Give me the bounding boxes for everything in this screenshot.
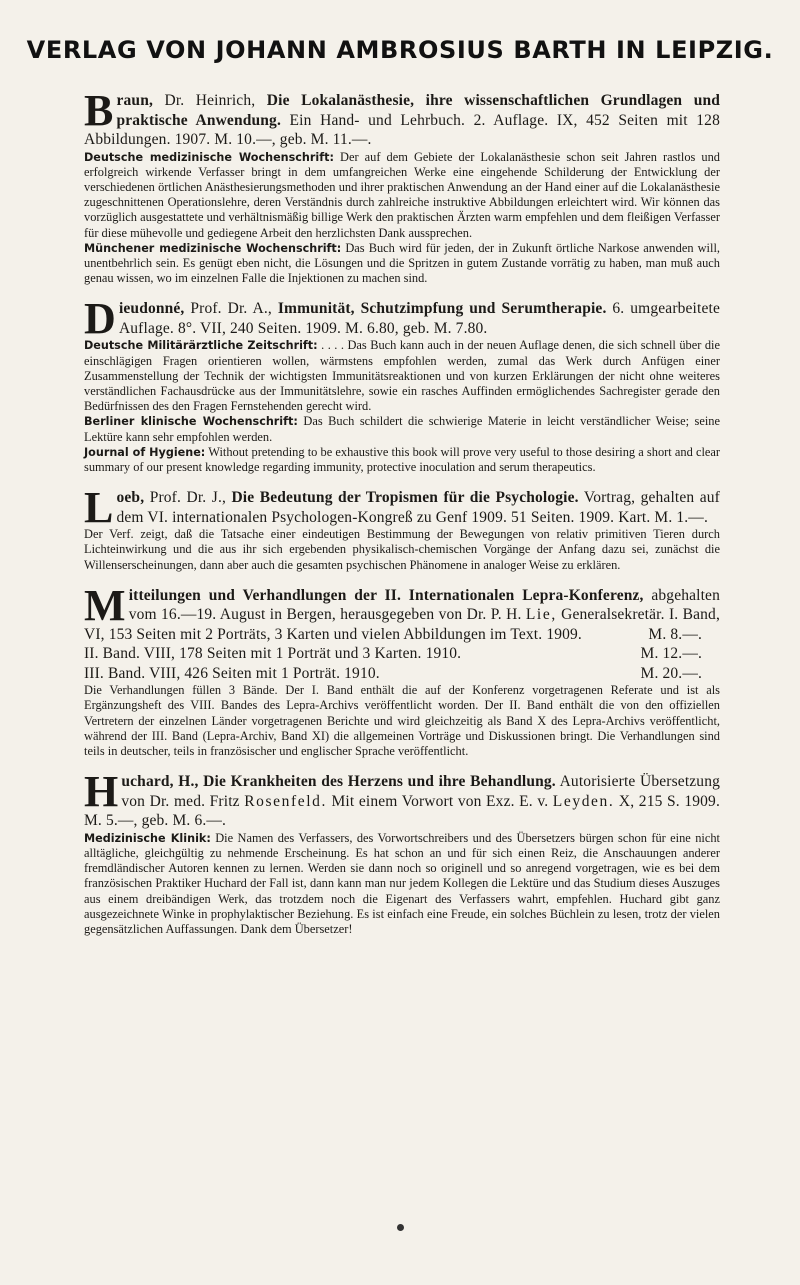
drop-cap: L [84, 483, 114, 533]
entry-details: Ein Hand- und Lehrbuch. 2. Auflage. IX, 452 Seiten mit 128 Abbildungen. 1907. M. 10.—, geb. M. 11.—. [84, 111, 720, 148]
catalog-entry-lepra [84, 580, 720, 760]
entry-author: oeb, [116, 489, 145, 507]
entry-details: 6. umgearbeitete Auflage. 8°. VII, 240 Seiten. 1909. M. 6.80, geb. M. 7.80. [118, 300, 720, 337]
entry-author: raun, [116, 92, 153, 109]
volume-price: M. 12.—. [640, 645, 702, 663]
review-body: Die Namen des Verfassers, des Vorwortschreibers und des Übersetzers bürgen schon für eine nicht alltägliche, gleichgültig zu nehmende Erscheinung. Es hat schon an und für sich einen Reiz, die Anschauungen anderer fremdländischer Autoren kennen zu lernen. Werden sie dann noch so originell und so anregend vorgetragen, wie es bei dem französischen Praktiker Huchard der Fall ist, dann kann man nur jedem Kollegen die Lektüre und das Studium dieses Auszuges aus einem dreibändigen Werk, das trotzdem noch die Eigenart des Verfassers wahrt, empfehlen. Huchard gibt ganz ausgezeichnete Winke in prophylaktischer Beziehung. Es ist einfach eine Freude, ein solches Büchlein zu lesen, trotz der vielen gegensätzlichen Auffassungen. Dank dem Übersetzer! [84, 830, 720, 936]
drop-cap: B [84, 86, 114, 135]
review-text [84, 241, 720, 287]
entry-author-rest: Dr. Heinrich, [164, 92, 256, 109]
entry-author-rest: Prof. Dr. J., [149, 489, 226, 507]
page-bullet-mark [397, 1224, 404, 1231]
review-text [84, 831, 720, 937]
review-body: Das Buch wird für jeden, der in Zukunft örtliche Narkose anwenden will, unentbehrlich sein. Es genügt eben nicht, die Lösungen und die Spritzen in gutem Zustande vorrätig zu haben, man muß auch genau wissen, wo im einzelnen Falle die Injektionen zu machen sind. [84, 240, 720, 286]
entry-details: Mit einem Vorwort von Exz. E. v. [331, 792, 549, 810]
review-source: Journal of Hygiene: [84, 445, 206, 459]
entry-details: Autorisierte Übersetzung von Dr. med. Fritz [121, 773, 721, 810]
catalog-entry-loeb [84, 483, 720, 573]
volume-row [84, 664, 720, 684]
catalog-entries [84, 86, 721, 950]
entry-title: itteilungen und Verhandlungen der II. Internationalen Lepra-Konferenz, [128, 586, 644, 604]
drop-cap: M [84, 580, 126, 630]
review-source: Medizinische Klinik: [84, 831, 211, 845]
volume-price: M. 20.—. [640, 664, 702, 682]
review-text [84, 445, 720, 475]
review-body: Das Buch schildert die schwierige Materie in leicht verständlicher Weise; seine Lektüre kann sehr empfohlen werden. [84, 414, 721, 444]
entry-author-rest: Prof. Dr. A., [190, 300, 272, 318]
entry-editor: Lie, [525, 606, 557, 624]
review-source: Berliner klinische Wochenschrift: [84, 415, 298, 429]
drop-cap: H [84, 767, 119, 817]
review-source: Deutsche medizinische Wochenschrift: [84, 150, 334, 164]
entry-title: Immunität, Schutzimpfung und Serumtherapie. [277, 300, 607, 318]
drop-cap: D [84, 294, 116, 344]
catalog-entry-dieudonne [84, 294, 721, 475]
volume-row [84, 644, 720, 664]
review-text [84, 150, 720, 241]
volume-price: M. 8.—. [648, 625, 702, 643]
entry-translator: Rosenfeld. [244, 792, 327, 810]
entry-title: Die Bedeutung der Tropismen für die Psychologie. [231, 489, 579, 507]
review-body: Der auf dem Gebiete der Lokalanästhesie schon seit Jahren rastlos und erfolgreich wirkende Verfasser bringt in dem umfangreichen Werke eine eingehende Schilderung der Entwicklung der verschiedenen örtlichen Anästhesierungsmethoden und ihrer praktischen Anwendung an der Hand einer auf die Lokalanästhesie zugeschnittenen Operationslehre, deren Verständnis durch zahlreiche instruktive Abbildungen erleichtert wird. Wir können das vorzüglich ausgestattete und verhältnismäßig billige Werk den praktischen Ärzten warm empfehlen und dem fleißigen Verfasser für diese mühevolle und gediegene Arbeit den herzlichsten Dank aussprechen. [84, 149, 720, 240]
entry-details: abgehalten vom 16.—19. August in Bergen, herausgegeben von Dr. P. H. [128, 586, 720, 624]
catalog-entry-huchard [84, 767, 721, 937]
volume-label: II. Band. VIII, 178 Seiten mit 1 Porträt und 3 Karten. 1910. [84, 645, 462, 663]
volume-label: III. Band. VIII, 426 Seiten mit 1 Porträt. 1910. [84, 664, 380, 682]
review-source: Deutsche Militärärztliche Zeitschrift: [84, 339, 318, 353]
review-text [84, 414, 720, 444]
review-source: Münchener medizinische Wochenschrift: [84, 241, 342, 255]
entry-author: uchard, H., [121, 773, 199, 791]
entry-details: X, 215 S. 1909. M. 5.—, geb. M. 6.—. [84, 792, 720, 830]
review-body: Der Verf. zeigt, daß die Tatsache einer eindeutigen Bestimmung der Bewegungen von relativ primitiven Tieren durch Lichteinwirkung und die aus ihr sich ergebenden physikalisch-chemischen Vorgänge der Anfang dazu sei, zunächst die Willenserscheinungen, dann aber auch die gesamten psychischen Phänomene in analoger Weise zu erklären. [84, 527, 720, 572]
entry-details: Generalsekretär. I. Band, VI, 153 Seiten mit 2 Porträts, 3 Karten und vielen Abbildungen im Text. 1909. [84, 606, 720, 643]
review-body: . . . . Das Buch kann auch in der neuen Auflage denen, die sich schnell über die einschlägigen Fragen orientieren wollen, wärmstens empfohlen werden, zumal das Werk durch Anfügen einer Zusammenstellung der Technik der wichtigsten Immunitätsreaktionen und von kurzen Erklärungen der nicht ohne weiteres verständlichen Fachausdrücke aus der Immunitätslehre, sowie ein rasches Auffinden ermöglichendes Sachregister gerade den Bedürfnissen des den Fragen Fernstehenden gerecht wird. [84, 338, 720, 414]
catalog-entry-braun [84, 86, 720, 286]
review-body: Without pretending to be exhaustive this book will prove very useful to those desiring a short and clear summary of our present knowledge regarding immunity, protective inoculation and serum therapeutics. [84, 444, 721, 474]
entry-citation [84, 483, 720, 533]
entry-details: Vortrag, gehalten auf dem VI. internationalen Psychologen-Kongreß zu Genf 1909. 51 Seiten. 1909. Kart. M. 1.—. [116, 489, 720, 526]
review-body: Die Verhandlungen füllen 3 Bände. Der I. Band enthält die auf der Konferenz vorgetragenen Referate und ist als Ergänzungsheft des VIII. Bandes des Lepra-Archivs veröffentlicht worden. Der II. Band enthält die von den offiziellen Vertretern der einzelnen Länder vorgetragenen Berichte und wird gleichzeitig als Band X des Lepra-Archivs veröffentlicht, während der III. Band (Lepra-Archiv, Band XI) die allgemeinen Vorträge und Diskussionen bringt. Die Verhandlungen sind teils in deutscher, teils in französischer und englischer Sprache veröffentlicht. [84, 683, 720, 759]
review-text [84, 338, 720, 414]
review-text [84, 527, 720, 573]
entry-prefacer: Leyden. [552, 792, 615, 810]
entry-citation [84, 86, 720, 150]
publisher-header: VERLAG VON JOHANN AMBROSIUS BARTH IN LEIPZIG. [26, 36, 774, 64]
entry-title: Die Krankheiten des Herzens und ihre Behandlung. [203, 773, 556, 791]
entry-citation [84, 294, 720, 344]
entry-title: Die Lokalanästhesie, ihre wissenschaftlichen Grundlagen und praktische Anwendung. [116, 92, 720, 129]
entry-author: ieudonné, [118, 300, 185, 318]
review-text [84, 683, 720, 759]
entry-citation [84, 767, 721, 831]
